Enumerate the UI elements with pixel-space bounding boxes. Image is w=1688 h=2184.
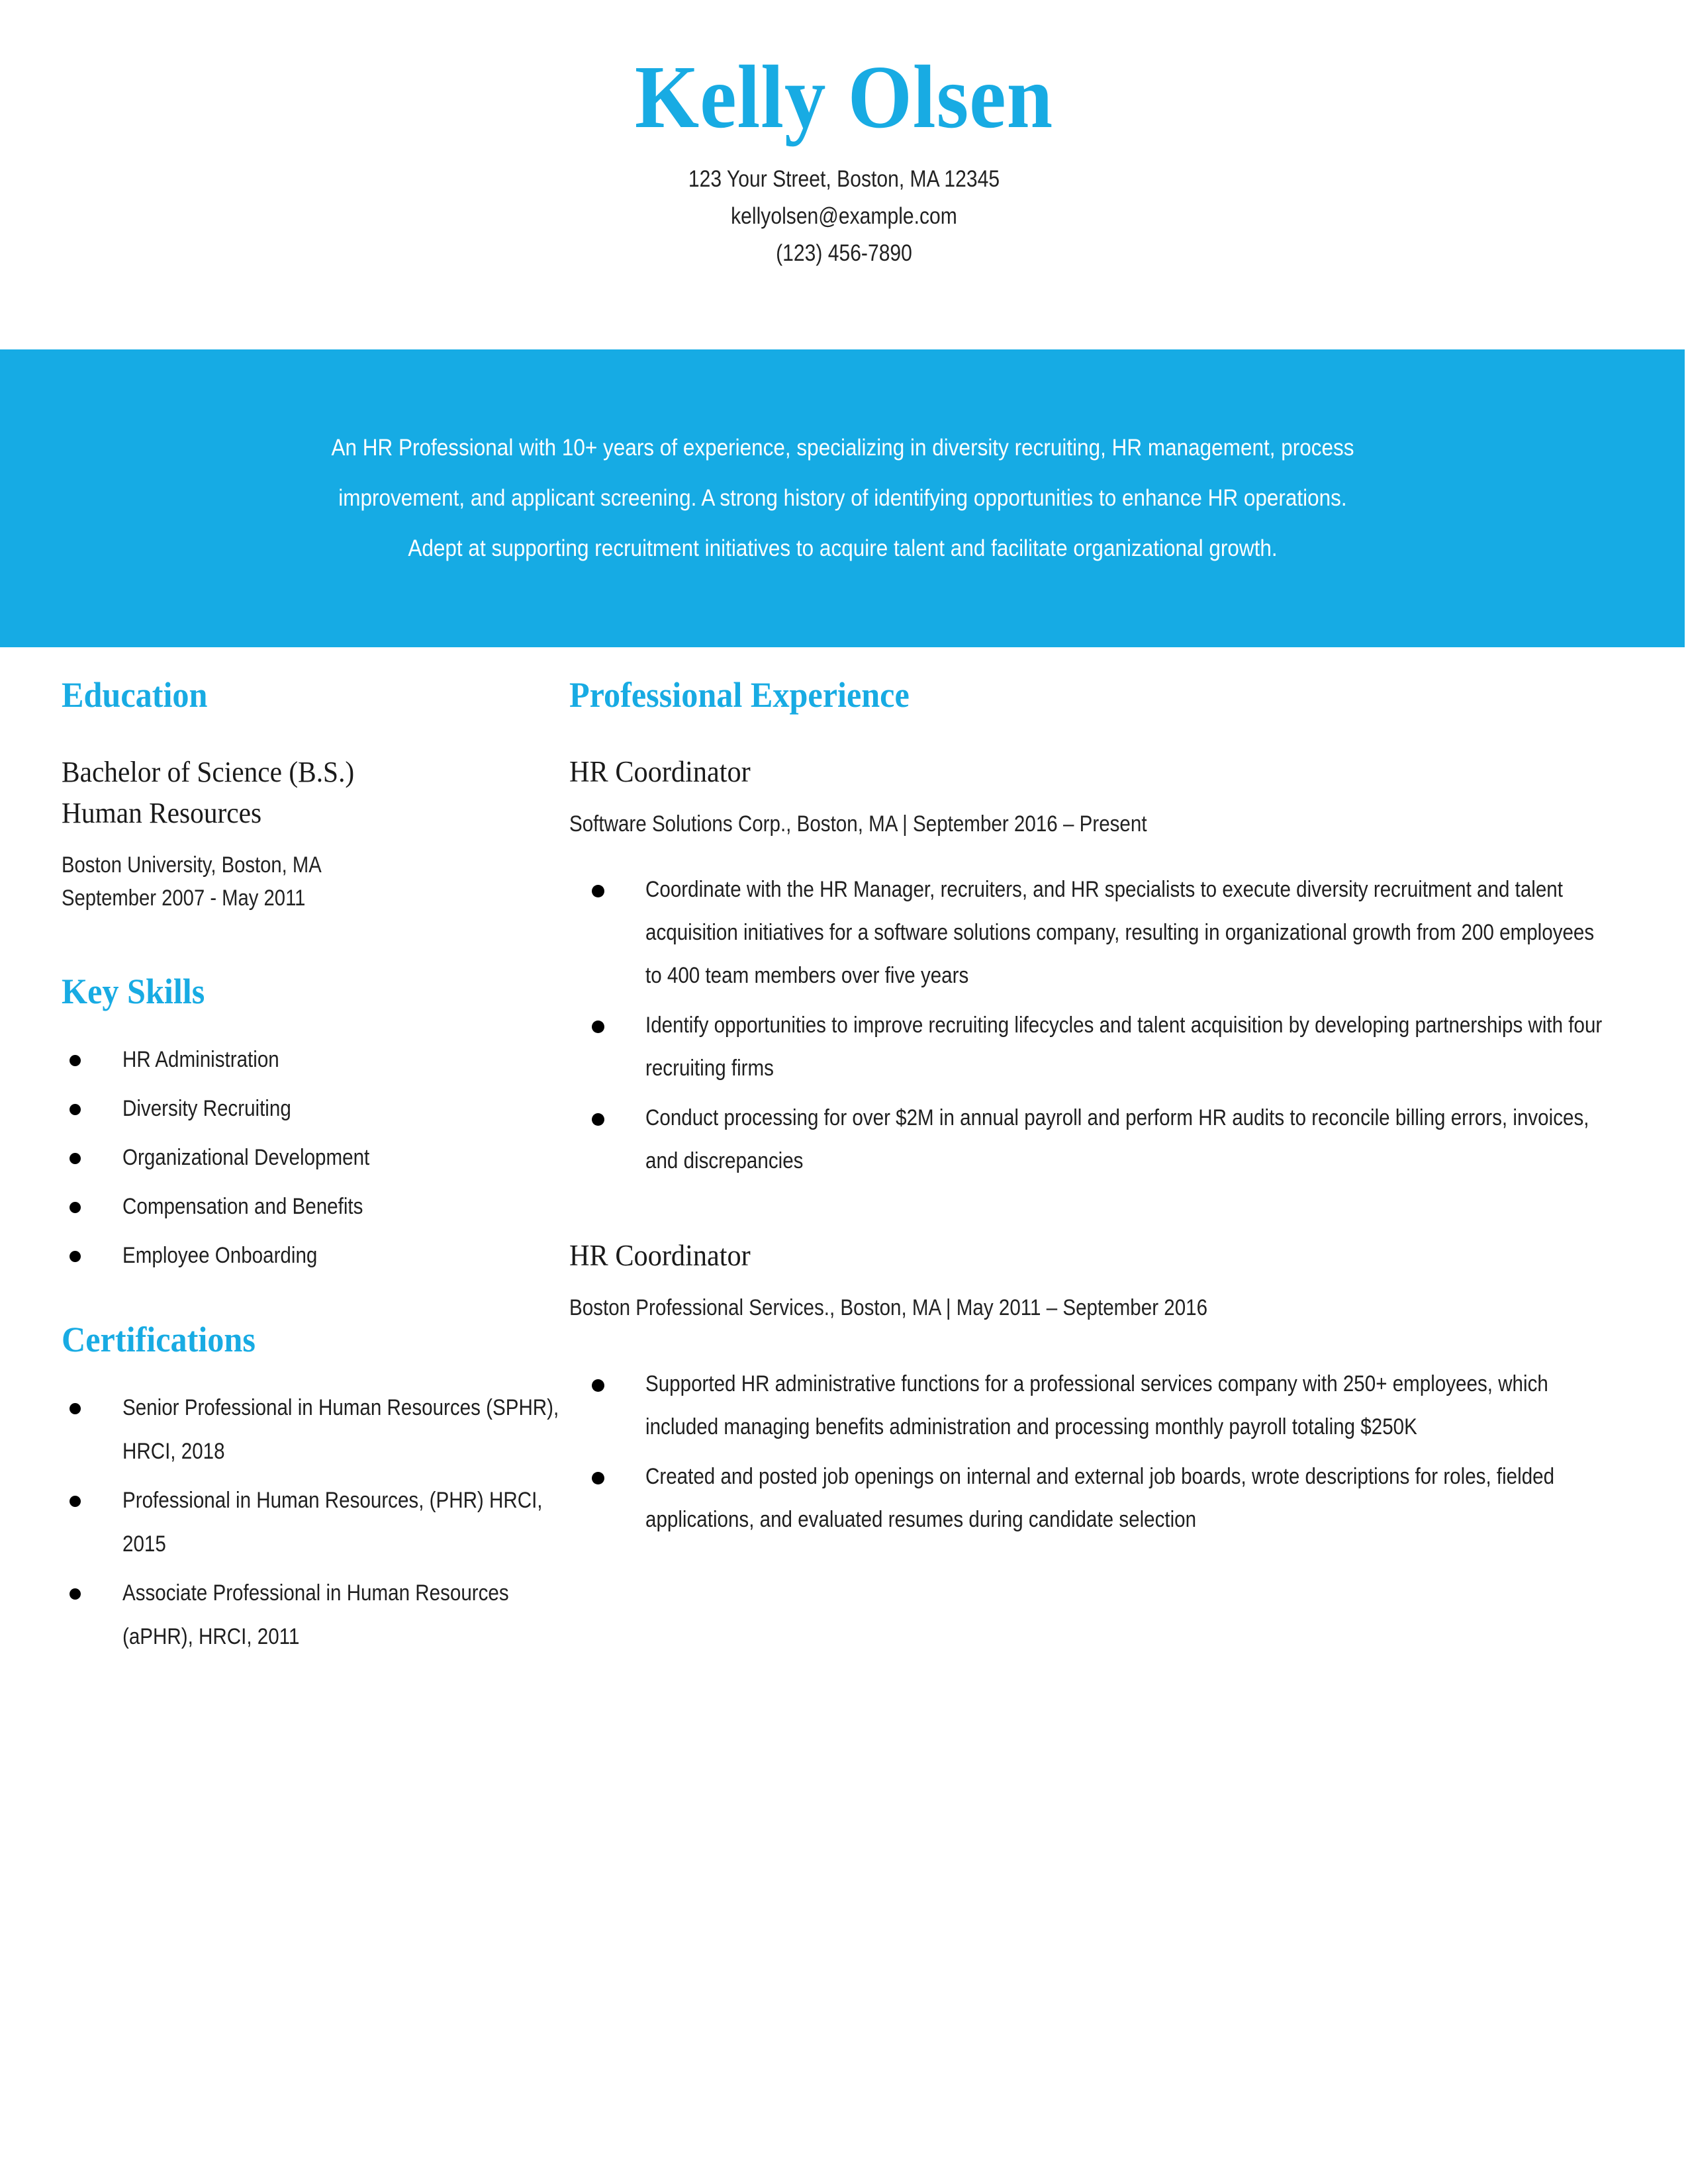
job-entry — [569, 1236, 1602, 1541]
job-bullet-text: Conduct processing for over $2M in annual payroll and perform HR audits to reconcile billing errors, invoices, and discrepancies — [645, 1105, 1589, 1173]
list-item — [62, 1185, 569, 1228]
summary-text-block — [181, 423, 1505, 574]
list-item — [569, 1004, 1602, 1090]
job-bullet-text: Created and posted job openings on internal and external job boards, wrote descriptions for roles, fielded applications, and evaluated resumes during candidate selection — [645, 1464, 1555, 1532]
education-school: Boston University, Boston, MA — [62, 852, 322, 878]
summary-line-3: Adept at supporting recruitment initiatives to acquire talent and facilitate organizational growth. — [407, 535, 1278, 561]
section-education — [62, 675, 569, 915]
list-item — [62, 1136, 569, 1179]
summary-line-1: An HR Professional with 10+ years of experience, specializing in diversity recruiting, HR management, process — [330, 435, 1354, 461]
job-title: HR Coordinator — [569, 755, 751, 788]
list-item — [569, 1455, 1602, 1541]
summary-band — [0, 349, 1685, 647]
contact-email[interactable]: kellyolsen@example.com — [731, 203, 957, 229]
certification-label: Senior Professional in Human Resources (SPHR), HRCI, 2018 — [122, 1395, 559, 1464]
key-skill-label: HR Administration — [122, 1047, 279, 1072]
resume-header — [0, 0, 1688, 272]
job-bullets — [569, 1363, 1602, 1541]
left-column — [0, 675, 569, 1664]
section-title-certifications: Certifications — [62, 1320, 256, 1359]
key-skill-label: Compensation and Benefits — [122, 1194, 363, 1219]
key-skill-label: Diversity Recruiting — [122, 1096, 291, 1121]
contact-address: 123 Your Street, Boston, MA 12345 — [688, 165, 1000, 192]
key-skill-label: Organizational Development — [122, 1145, 370, 1170]
list-item — [62, 1038, 569, 1081]
job-bullet-text: Identify opportunities to improve recruiting lifecycles and talent acquisition by developing partnerships with four recruiting firms — [645, 1013, 1603, 1081]
right-column — [569, 675, 1602, 1548]
list-item — [569, 1363, 1602, 1449]
certification-label: Associate Professional in Human Resources (aPHR), HRCI, 2011 — [122, 1580, 509, 1649]
resume-body — [0, 675, 1688, 1664]
section-professional-experience — [569, 675, 1602, 1541]
job-meta: Boston Professional Services., Boston, MA | May 2011 – September 2016 — [569, 1295, 1208, 1320]
education-dates: September 2007 - May 2011 — [62, 886, 306, 911]
job-bullets — [569, 868, 1602, 1183]
list-item — [569, 1097, 1602, 1183]
section-title-professional-experience: Professional Experience — [569, 675, 910, 715]
section-title-key-skills: Key Skills — [62, 972, 205, 1011]
education-degree-line-1: Bachelor of Science (B.S.) — [62, 756, 355, 788]
job-title: HR Coordinator — [569, 1239, 751, 1272]
candidate-name: Kelly Olsen — [634, 48, 1054, 147]
key-skills-list — [62, 1038, 569, 1277]
certification-label: Professional in Human Resources, (PHR) HRCI, 2015 — [122, 1488, 543, 1557]
section-key-skills — [62, 972, 569, 1277]
job-entry — [569, 752, 1602, 1183]
education-degree-line-2: Human Resources — [62, 797, 262, 829]
key-skill-label: Employee Onboarding — [122, 1243, 318, 1268]
contact-phone[interactable]: (123) 456-7890 — [776, 240, 912, 266]
job-bullet-text: Supported HR administrative functions for a professional services company with 250+ employees, which included managing benefits administration and processing monthly payroll totaling $250K — [645, 1371, 1548, 1439]
summary-line-2: improvement, and applicant screening. A strong history of identifying opportunities to enhance HR operations. — [338, 485, 1347, 511]
job-bullet-text: Coordinate with the HR Manager, recruiters, and HR specialists to execute diversity recruitment and talent acquisition initiatives for a software solutions company, resulting in organizational growth from 200 employees to 400 team members over five years — [645, 877, 1595, 988]
list-item — [62, 1479, 569, 1566]
section-title-education: Education — [62, 675, 208, 715]
list-item — [62, 1087, 569, 1130]
job-meta: Software Solutions Corp., Boston, MA | September 2016 – Present — [569, 811, 1147, 837]
contact-info — [0, 161, 1688, 272]
certifications-list — [62, 1386, 569, 1659]
list-item — [62, 1571, 569, 1659]
list-item — [62, 1386, 569, 1473]
section-certifications — [62, 1320, 569, 1659]
list-item — [569, 868, 1602, 997]
list-item — [62, 1234, 569, 1277]
